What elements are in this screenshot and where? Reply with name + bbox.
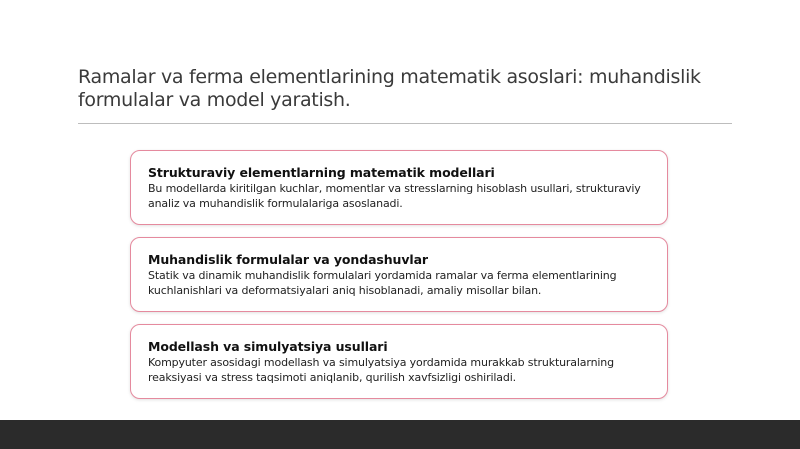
- footer-bar: [0, 420, 800, 449]
- card-heading: Strukturaviy elementlarning matematik modellari: [148, 165, 495, 180]
- info-card-1: [130, 150, 668, 225]
- card-text: Kompyuter asosidagi modellash va simulyatsiya yordamida murakkab strukturalarning reaksiyasi va stress taqsimoti aniqlanib, qurilish xavfsizligi oshiriladi.: [148, 356, 614, 384]
- card-heading: Modellash va simulyatsiya usullari: [148, 339, 388, 354]
- info-card-2: [130, 237, 668, 312]
- info-card-3: [130, 324, 668, 399]
- card-text: Bu modellarda kiritilgan kuchlar, momentlar va stresslarning hisoblash usullari, strukturaviy analiz va muhandislik formulalariga asoslanadi.: [148, 182, 641, 210]
- slide-title: Ramalar va ferma elementlarining matematik asoslari: muhandislik formulalar va model yaratish.: [78, 66, 701, 111]
- card-heading: Muhandislik formulalar va yondashuvlar: [148, 252, 428, 267]
- card-text: Statik va dinamik muhandislik formulalari yordamida ramalar va ferma elementlarining kuchlanishlari va deformatsiyalari aniq hisoblanadi, amaliy misollar bilan.: [148, 269, 617, 297]
- title-divider: [78, 123, 732, 124]
